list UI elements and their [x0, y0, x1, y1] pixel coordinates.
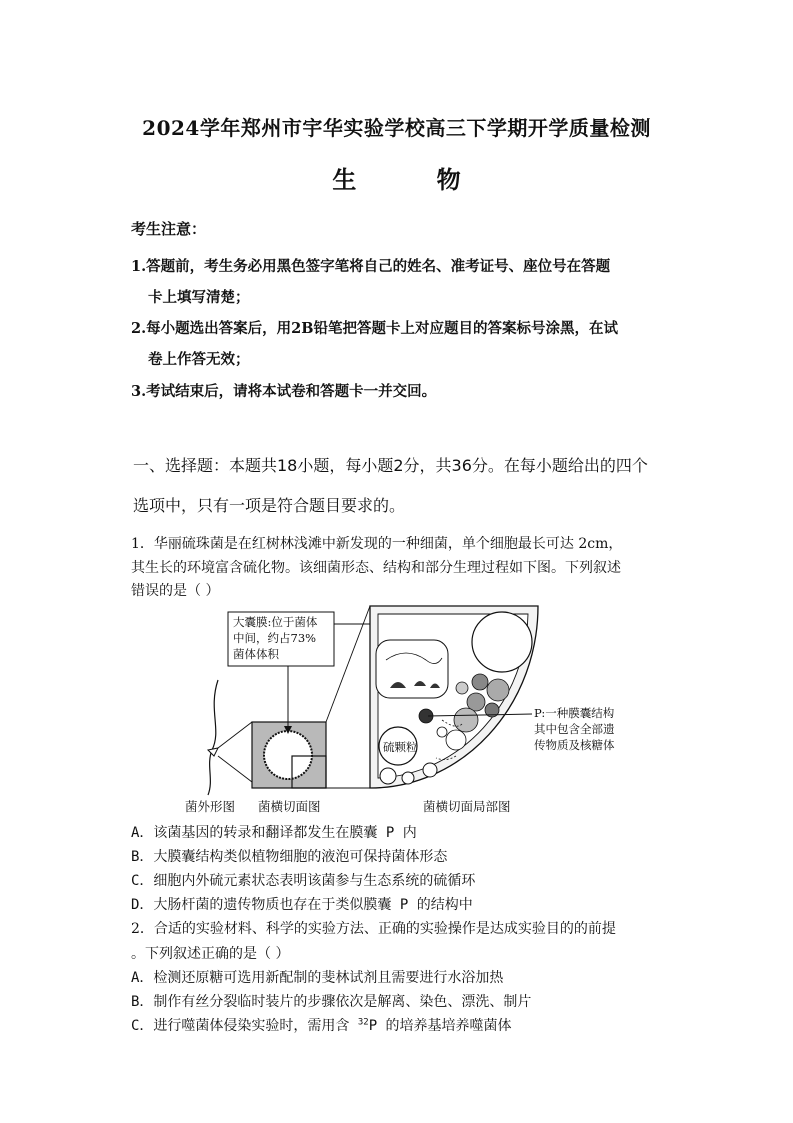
- callout-vacuole-line-1: 大囊膜:位于菌体: [233, 615, 318, 629]
- q1-stem-cont: 其生长的环境富含硫化物。该细菌形态、结构和部分生理过程如下图。下列叙述: [131, 560, 621, 576]
- callout-vacuole-line-3: 菌体体积: [233, 647, 279, 661]
- q2-option-a: A．检测还原糖可选用新配制的斐林试剂且需要进行水浴加热: [131, 970, 504, 986]
- q1-option-a: A．该菌基因的转录和翻译都发生在膜囊 P 内: [131, 825, 417, 841]
- callout-vacuole-line-2: 中间，约占73%: [233, 631, 317, 645]
- q2-option-c: [131, 1015, 512, 1035]
- q1-option-d: D．大肠杆菌的遗传物质也存在于类似膜囊 P 的结构中: [131, 897, 473, 913]
- caption-partial-section: 菌横切面局部图: [423, 799, 511, 814]
- notice-item-3: 3.考试结束后，请将本试卷和答题卡一并交回。: [131, 383, 437, 400]
- q2-option-c-pre: C．进行噬菌体侵染实验时，需用含: [131, 1018, 358, 1034]
- notice-heading: 考生注意：: [131, 220, 207, 238]
- q1-stem: 1．华丽硫珠菌是在红树林浅滩中新发现的一种细菌，单个细胞最长可达 2cm，: [131, 536, 623, 552]
- callout-vacuole: [233, 614, 317, 662]
- q1-stem-end: 错误的是（ ）: [131, 583, 220, 599]
- caption-outer-shape: 菌外形图: [185, 799, 236, 814]
- notice-item-1-cont: 卡上填写清楚；: [148, 289, 250, 306]
- notice-item-2: 2.每小题选出答案后，用2B铅笔把答题卡上对应题目的答案标号涂黑，在试: [131, 320, 618, 337]
- notice-item-1: 1.答题前，考生务必用黑色签字笔将自己的姓名、准考证号、座位号在答题: [131, 258, 611, 275]
- callout-p-line-3: 传物质及核糖体: [534, 738, 615, 752]
- notice-item-2-cont: 卷上作答无效；: [148, 351, 250, 368]
- q2-stem: 2．合适的实验材料、科学的实验方法、正确的实验操作是达成实验目的的前提: [131, 921, 616, 937]
- caption-cross-section: 菌横切面图: [258, 799, 321, 814]
- q2-option-c-post: P 的培养基培养噬菌体: [368, 1018, 512, 1034]
- q2-option-c-isotope: 32: [357, 1017, 369, 1028]
- q2-stem-cont: 。下列叙述正确的是（ ）: [131, 946, 290, 962]
- section-heading: 一、选择题：本题共18小题，每小题2分，共36分。在每小题给出的四个: [133, 456, 648, 475]
- subject-title: 生 物: [332, 165, 497, 194]
- label-sulfur-granule: 硫颗粒: [383, 740, 418, 754]
- q1-option-b: B．大膜囊结构类似植物细胞的液泡可保持菌体形态: [131, 849, 448, 865]
- q1-option-c: C．细胞内外硫元素状态表明该菌参与生态系统的硫循环: [131, 873, 476, 889]
- callout-membrane-sac-p: [534, 705, 615, 753]
- q2-option-b: B．制作有丝分裂临时装片的步骤依次是解离、染色、漂洗、制片: [131, 994, 532, 1010]
- section-heading-cont: 选项中，只有一项是符合题目要求的。: [133, 496, 406, 515]
- callout-p-line-2: 其中包含全部遗: [534, 722, 615, 736]
- exam-title: 2024学年郑州市宇华实验学校高三下学期开学质量检测: [142, 116, 651, 140]
- callout-p-line-1: P:一种膜囊结构: [534, 706, 615, 720]
